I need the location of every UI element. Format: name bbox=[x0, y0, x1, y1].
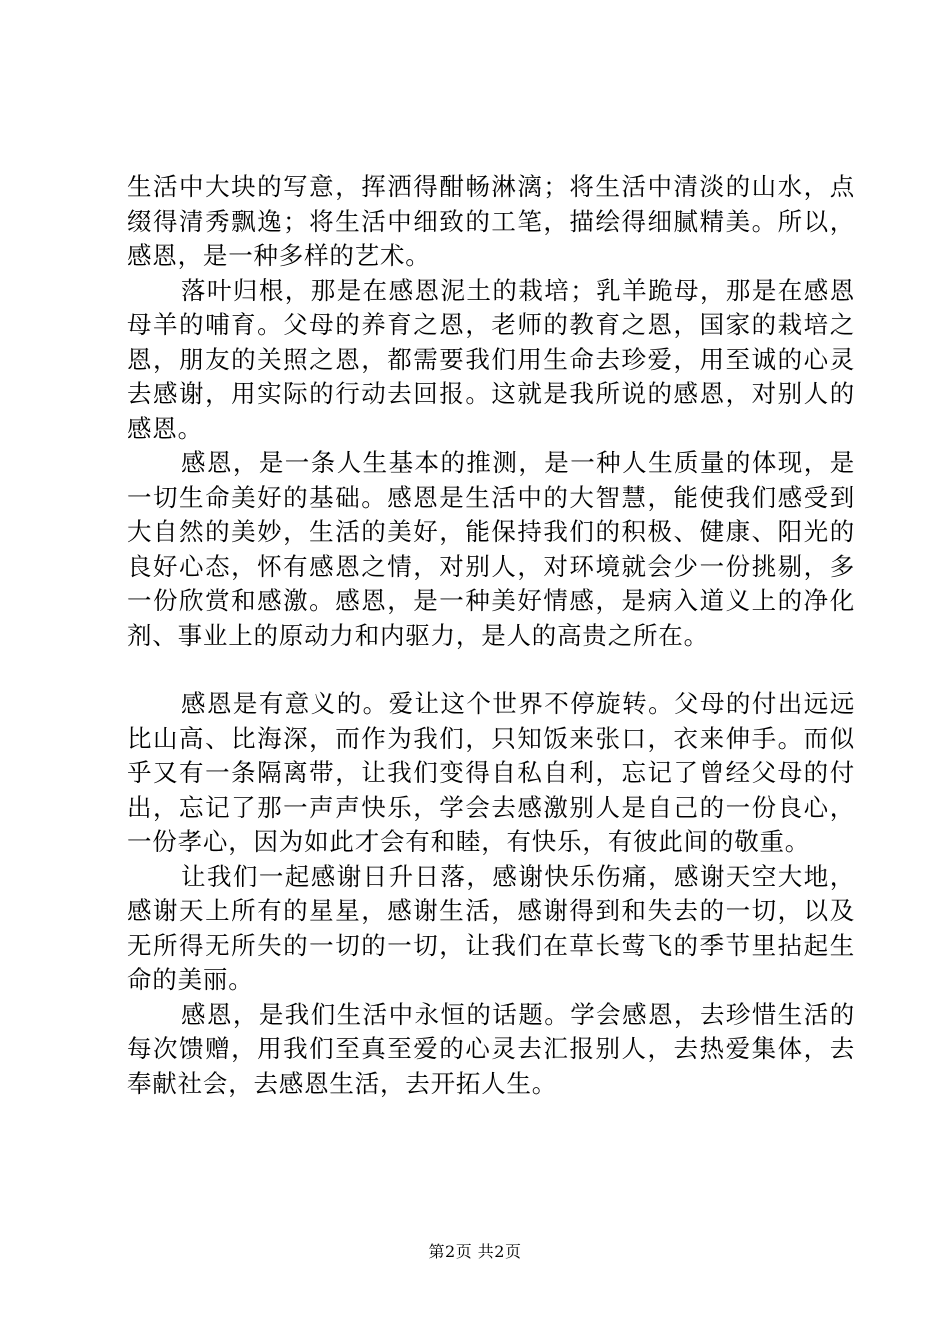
document-body bbox=[127, 170, 855, 1101]
paragraph: 落叶归根，那是在感恩泥土的栽培；乳羊跪母，那是在感恩母羊的哺育。父母的养育之恩，老师的教育之恩，国家的栽培之恩，朋友的关照之恩，都需要我们用生命去珍爱，用至诚的心灵去感谢，用实际的行动去回报。这就是我所说的感恩，对别人的感恩。 bbox=[127, 275, 855, 443]
paragraph-gap bbox=[127, 653, 855, 687]
paragraph: 感恩，是我们生活中永恒的话题。学会感恩，去珍惜生活的每次馈赠，用我们至真至爱的心灵去汇报别人，去热爱集体，去奉献社会，去感恩生活，去开拓人生。 bbox=[127, 999, 855, 1098]
page-footer: 第2页 共2页 bbox=[428, 1242, 522, 1261]
paragraph: 让我们一起感谢日升日落，感谢快乐伤痛，感谢天空大地，感谢天上所有的星星，感谢生活，感谢得到和失去的一切，以及无所得无所失的一切的一切，让我们在草长莺飞的季节里拈起生命的美丽。 bbox=[127, 861, 855, 994]
paragraph-continuation: 生活中大块的写意，挥洒得酣畅淋漓；将生活中清淡的山水，点缀得清秀飘逸；将生活中细致的工笔，描绘得细腻精美。所以，感恩，是一种多样的艺术。 bbox=[127, 172, 855, 270]
paragraph: 感恩，是一条人生基本的推测，是一种人生质量的体现，是一切生命美好的基础。感恩是生活中的大智慧，能使我们感受到大自然的美妙，生活的美好，能保持我们的积极、健康、阳光的良好心态，怀有感恩之情，对别人，对环境就会少一份挑剔，多一份欣赏和感激。感恩，是一种美好情感，是病入道义上的净化剂、事业上的原动力和内驱力，是人的高贵之所在。 bbox=[127, 448, 855, 650]
paragraph: 感恩是有意义的。爱让这个世界不停旋转。父母的付出远远比山高、比海深，而作为我们，只知饭来张口，衣来伸手。而似乎又有一条隔离带，让我们变得自私自利，忘记了曾经父母的付出，忘记了那一声声快乐，学会去感激别人是自己的一份良心，一份孝心，因为如此才会有和睦，有快乐，有彼此间的敬重。 bbox=[127, 689, 855, 856]
